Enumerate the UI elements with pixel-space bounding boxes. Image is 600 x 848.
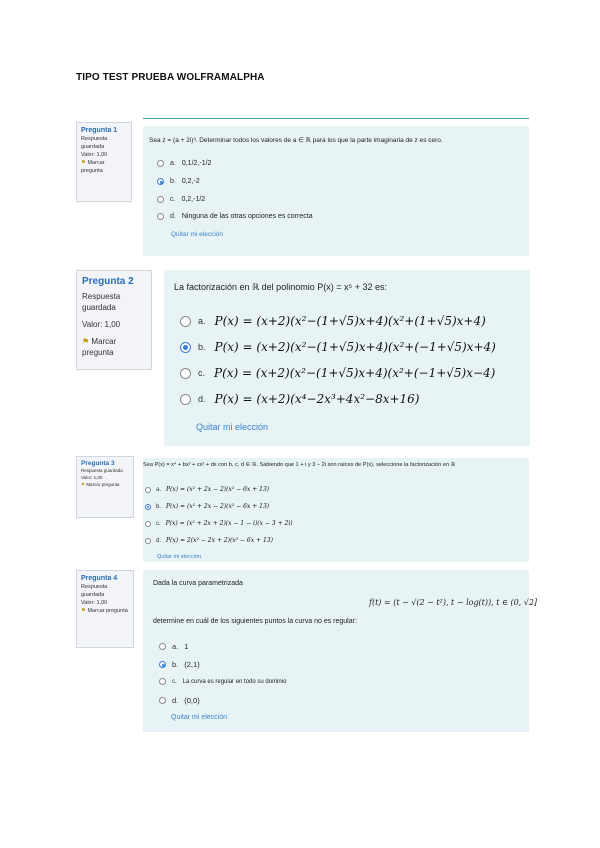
flag-label: Marcar pregunta bbox=[87, 608, 128, 614]
curve-formula: f(t) = (t − √(2 − t²), t − log(t)), t ∈ (0, √2] bbox=[369, 598, 538, 607]
radio-button-selected[interactable] bbox=[145, 504, 151, 510]
option-d[interactable] bbox=[145, 537, 273, 544]
question-statement: Dada la curva parametrizada bbox=[153, 580, 243, 587]
option-letter: a. bbox=[172, 642, 179, 651]
radio-button[interactable] bbox=[145, 538, 151, 544]
question-content bbox=[143, 126, 529, 256]
option-a[interactable] bbox=[157, 160, 211, 167]
question-score: Valor: 1,00 bbox=[81, 600, 108, 606]
option-letter: a. bbox=[170, 160, 176, 167]
question-info-panel bbox=[76, 122, 132, 202]
question-info-panel bbox=[76, 570, 134, 648]
option-d[interactable] bbox=[157, 213, 313, 220]
flag-question-button[interactable] bbox=[82, 336, 146, 358]
clear-choice-link[interactable]: Quitar mi elección bbox=[171, 714, 228, 721]
option-letter: c. bbox=[156, 520, 161, 527]
option-letter: c. bbox=[170, 196, 176, 203]
clear-choice-link[interactable]: Quitar mi elección bbox=[157, 554, 202, 560]
flag-icon: ⚑ bbox=[81, 608, 86, 614]
question-status: Respuesta guardada bbox=[82, 292, 121, 312]
radio-button[interactable] bbox=[159, 678, 166, 685]
flag-label: Marcar pregunta bbox=[82, 337, 117, 357]
option-b[interactable] bbox=[145, 503, 269, 510]
question-score: Valor: 1,00 bbox=[81, 152, 108, 158]
question-status: Respuesta guardada bbox=[81, 468, 123, 473]
radio-button-selected[interactable] bbox=[159, 661, 166, 668]
option-b[interactable] bbox=[180, 340, 496, 354]
flag-icon: ⚑ bbox=[81, 160, 86, 166]
option-text: 0,1/2,-1/2 bbox=[181, 160, 212, 167]
radio-button[interactable] bbox=[157, 196, 164, 203]
question-content bbox=[164, 270, 530, 446]
question-statement: La factorización en ℝ del polinomio P(x) = x⁵ + 32 es: bbox=[174, 282, 387, 292]
question-info-panel bbox=[76, 456, 134, 518]
option-text: P(x) = (x+2)(x²−(1+√5)x+4)(x²+(−1+√5)x−4) bbox=[214, 366, 496, 380]
question-status: Respuesta guardada bbox=[81, 584, 108, 598]
question-statement-2: determine en cuál de los siguientes puntos la curva no es regular: bbox=[153, 618, 357, 625]
radio-button[interactable] bbox=[157, 213, 164, 220]
question-score: Valor: 1,00 bbox=[81, 475, 103, 480]
question-score: Valor: 1,00 bbox=[82, 320, 121, 329]
question-number: Pregunta 3 bbox=[81, 460, 115, 467]
option-b[interactable] bbox=[157, 178, 200, 185]
option-a[interactable] bbox=[145, 486, 269, 493]
option-text: P(x) = 2(x² − 2x + 2)(x² − 6x + 13) bbox=[166, 537, 273, 544]
option-text: 0,2,-2 bbox=[181, 178, 200, 185]
option-text: 1 bbox=[184, 642, 189, 651]
option-letter: b. bbox=[156, 503, 162, 510]
option-letter: b. bbox=[198, 342, 206, 352]
radio-button-selected[interactable] bbox=[157, 178, 164, 185]
radio-button[interactable] bbox=[145, 487, 151, 493]
option-text: La curva es regular en todo su dominio bbox=[182, 678, 287, 685]
question-info-panel bbox=[76, 270, 152, 370]
option-d[interactable] bbox=[180, 392, 419, 406]
option-letter: d. bbox=[172, 696, 179, 705]
option-letter: d. bbox=[198, 394, 206, 404]
option-text: (2,1) bbox=[184, 660, 200, 669]
option-text: P(x) = (x² + 2x + 2)(x − 1 − i)(x − 3 + 2i) bbox=[165, 520, 293, 527]
option-text: P(x) = (x² + 2x − 2)(x² − 6x + 13) bbox=[166, 486, 270, 493]
option-letter: b. bbox=[172, 660, 179, 669]
option-text: P(x) = (x+2)(x²−(1+√5)x+4)(x²+(1+√5)x+4) bbox=[214, 314, 486, 328]
option-d[interactable] bbox=[159, 696, 200, 705]
option-letter: a. bbox=[156, 486, 162, 493]
radio-button[interactable] bbox=[145, 521, 151, 527]
option-text: Ninguna de las otras opciones es correcta bbox=[181, 213, 313, 220]
clear-choice-link[interactable]: Quitar mi elección bbox=[171, 231, 224, 238]
option-letter: d. bbox=[156, 537, 162, 544]
flag-icon: ⚑ bbox=[82, 337, 90, 346]
radio-button[interactable] bbox=[180, 394, 191, 405]
radio-button-selected[interactable] bbox=[180, 342, 191, 353]
radio-button[interactable] bbox=[159, 643, 166, 650]
radio-button[interactable] bbox=[180, 368, 191, 379]
flag-label: Marcar pregunta bbox=[86, 482, 120, 487]
question-statement: Sea P(x) = x⁴ + bx³ + cx² + dx con b, c, d ∈ ℝ. Sabiendo que 1 + i y 3 − 2i son raíces de P(x), seleccione la factorización en ℝ bbox=[143, 462, 456, 468]
question-number: Pregunta 2 bbox=[82, 276, 134, 287]
clear-choice-link[interactable]: Quitar mi elección bbox=[196, 422, 269, 432]
option-text: (0,0) bbox=[184, 696, 200, 705]
option-letter: b. bbox=[170, 178, 176, 185]
option-a[interactable] bbox=[180, 314, 486, 328]
option-c[interactable] bbox=[180, 366, 495, 380]
option-a[interactable] bbox=[159, 642, 188, 651]
flag-question-button[interactable] bbox=[81, 159, 127, 175]
radio-button[interactable] bbox=[180, 316, 191, 327]
question-divider bbox=[143, 118, 529, 119]
option-b[interactable] bbox=[159, 660, 200, 669]
option-letter: a. bbox=[198, 316, 206, 326]
radio-button[interactable] bbox=[157, 160, 164, 167]
option-text: P(x) = (x² + 2x − 2)(x² − 6x + 13) bbox=[166, 503, 270, 510]
option-letter: d. bbox=[170, 213, 176, 220]
option-text: P(x) = (x+2)(x²−(1+√5)x+4)(x²+(−1+√5)x+4) bbox=[214, 340, 496, 354]
option-c[interactable] bbox=[145, 520, 293, 527]
option-text: P(x) = (x+2)(x⁴−2x³+4x²−8x+16) bbox=[214, 392, 420, 406]
question-status: Respuesta guardada bbox=[81, 136, 108, 150]
radio-button[interactable] bbox=[159, 697, 166, 704]
option-text: 0,2,-1/2 bbox=[181, 196, 206, 203]
option-c[interactable] bbox=[157, 196, 205, 203]
flag-icon: ⚑ bbox=[81, 482, 86, 487]
flag-question-button[interactable] bbox=[81, 481, 129, 488]
option-c[interactable] bbox=[159, 678, 286, 685]
option-letter: c. bbox=[172, 678, 177, 685]
document-title: TIPO TEST PRUEBA WOLFRAMALPHA bbox=[76, 72, 265, 83]
option-letter: c. bbox=[198, 368, 206, 378]
question-statement: Sea z = (a + 2i)³. Determinar todos los valores de a ∈ ℝ para los que la parte imaginaria de z es cero. bbox=[149, 137, 443, 144]
flag-label: Marcar pregunta bbox=[81, 160, 105, 174]
question-content bbox=[143, 570, 538, 732]
question-number: Pregunta 4 bbox=[81, 575, 118, 582]
flag-question-button[interactable] bbox=[81, 607, 129, 615]
question-content bbox=[143, 458, 529, 562]
question-number: Pregunta 1 bbox=[81, 127, 118, 134]
